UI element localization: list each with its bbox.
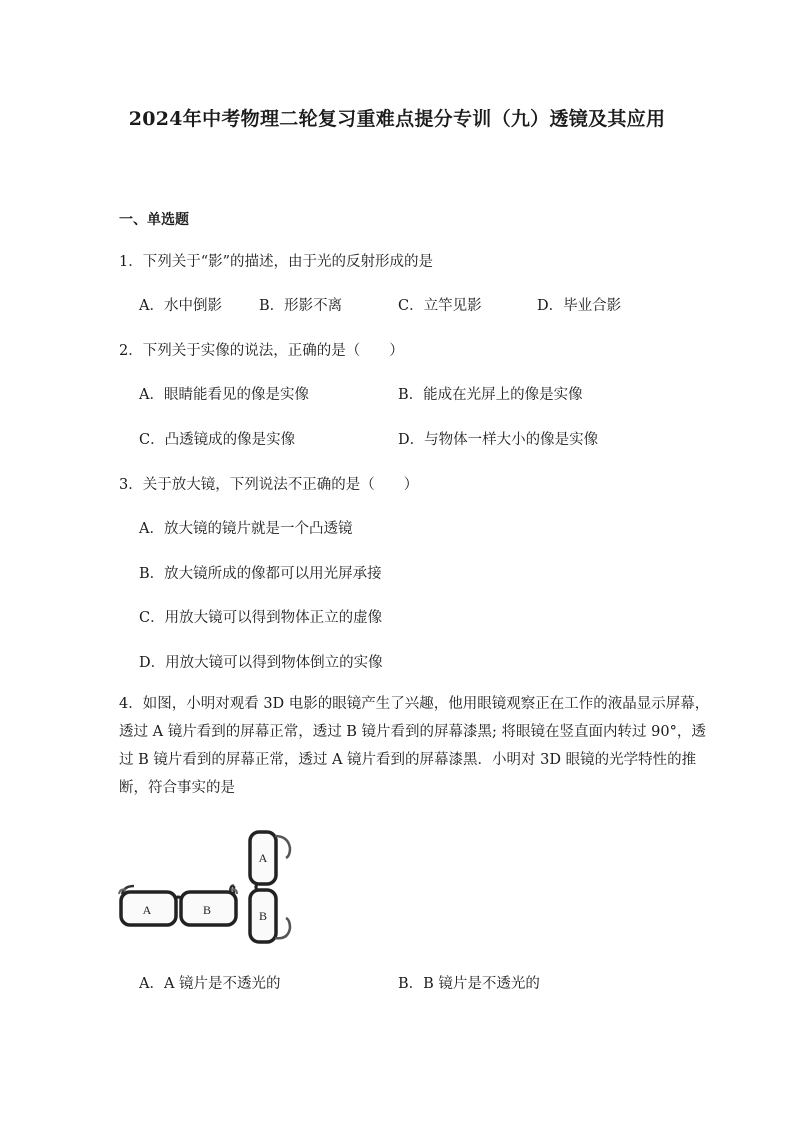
question-3-stem: 3．关于放大镜，下列说法不正确的是（ ） <box>119 477 419 493</box>
glasses-figure <box>118 828 298 948</box>
label-right-lens: B <box>202 903 212 917</box>
question-4-stem <box>119 690 710 802</box>
label-top-lens: A <box>258 851 268 865</box>
question-1-option-d: D．毕业合影 <box>537 298 622 314</box>
question-2-stem: 2．下列关于实像的说法，正确的是（ ） <box>119 343 404 359</box>
question-2-option-a: A．眼睛能看见的像是实像 <box>139 387 309 403</box>
label-left-lens: A <box>142 903 152 917</box>
section-heading: 一、单选题 <box>119 212 189 228</box>
question-3-option-c: C．用放大镜可以得到物体正立的虚像 <box>139 610 383 626</box>
question-1-option-b: B．形影不离 <box>259 298 343 314</box>
question-1-option-c: C．立竿见影 <box>398 298 482 314</box>
question-3-option-b: B．放大镜所成的像都可以用光屏承接 <box>139 566 382 582</box>
question-2-option-c: C．凸透镜成的像是实像 <box>139 432 296 448</box>
question-1-stem: 1．下列关于“影”的描述，由于光的反射形成的是 <box>119 254 434 270</box>
question-3-option-a: A．放大镜的镜片就是一个凸透镜 <box>139 521 353 537</box>
glasses-vertical <box>250 832 290 942</box>
document-title: 2024年中考物理二轮复习重难点提分专训（九）透镜及其应用 <box>128 108 666 130</box>
question-4-line-1: 4．如图，小明对观看 3D 电影的眼镜产生了兴趣，他用眼镜观察正在工作的液晶显示屏幕， <box>119 696 710 712</box>
question-2-option-b: B．能成在光屏上的像是实像 <box>398 387 583 403</box>
question-3-option-d: D．用放大镜可以得到物体倒立的实像 <box>139 655 383 671</box>
label-bottom-lens: B <box>258 909 268 923</box>
question-2-option-d: D．与物体一样大小的像是实像 <box>398 432 599 448</box>
question-4-line-3: 过 B 镜片看到的屏幕正常，透过 A 镜片看到的屏幕漆黑．小明对 3D 眼镜的光学特性的推 <box>119 752 697 768</box>
question-4-option-a: A．A 镜片是不透光的 <box>139 976 281 992</box>
question-4-line-4: 断，符合事实的是 <box>119 780 235 796</box>
question-4-line-2: 透过 A 镜片看到的屏幕正常，透过 B 镜片看到的屏幕漆黑; 将眼镜在竖直面内转过 90°，透 <box>119 724 706 740</box>
question-1-option-a: A．水中倒影 <box>139 298 222 314</box>
glasses-horizontal <box>119 886 237 925</box>
question-4-option-b: B．B 镜片是不透光的 <box>398 976 540 992</box>
